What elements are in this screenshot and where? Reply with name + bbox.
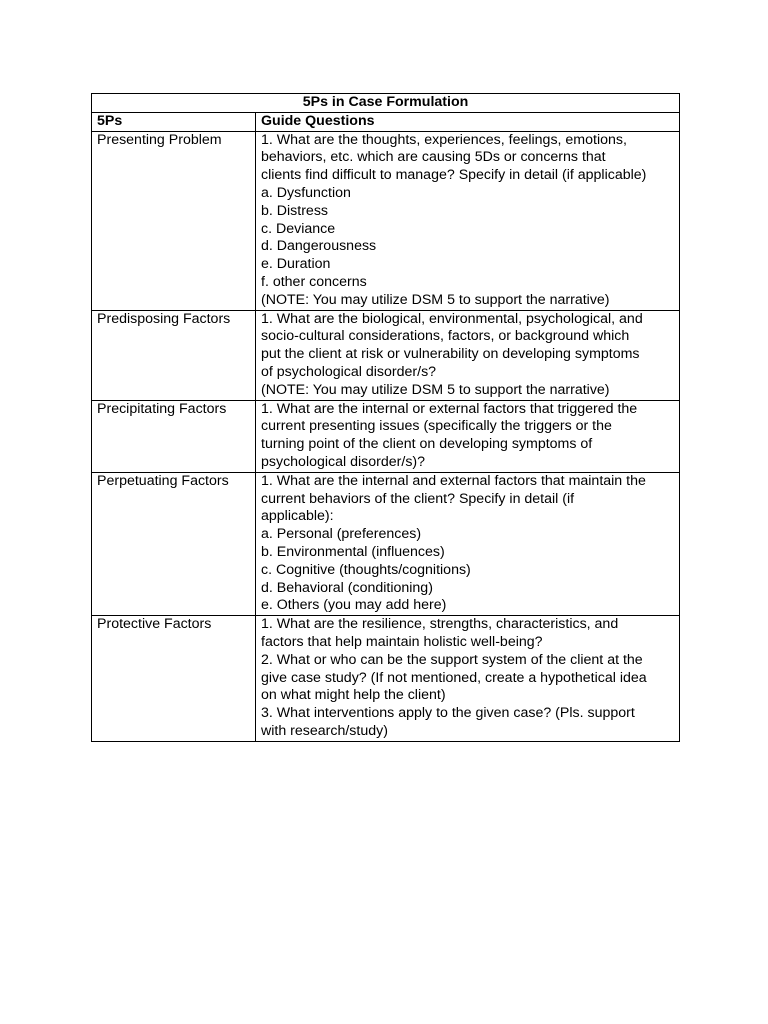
guide-questions-cell — [256, 400, 680, 472]
table-row — [92, 400, 680, 472]
guide-question-line: psychological disorder/s)? — [261, 453, 426, 470]
guide-question-line: a. Personal (preferences) — [261, 526, 422, 543]
guide-question-line: turning point of the client on developing symptoms of — [261, 436, 593, 453]
guide-question-line: current presenting issues (specifically the triggers or the — [261, 418, 612, 435]
guide-question-line: f. other concerns — [261, 273, 367, 290]
guide-question-line: behaviors, etc. which are causing 5Ds or concerns that — [261, 149, 606, 166]
guide-questions-cell — [256, 472, 680, 615]
column-header-5ps: 5Ps — [92, 112, 256, 131]
guide-question-line: c. Cognitive (thoughts/cognitions) — [261, 561, 471, 578]
table-row — [92, 472, 680, 615]
guide-question-line: give case study? (If not mentioned, create a hypothetical idea — [261, 669, 647, 686]
table-header-row — [92, 112, 680, 131]
guide-question-line: d. Behavioral (conditioning) — [261, 579, 433, 596]
table-row — [92, 131, 680, 310]
guide-question-line: 2. What or who can be the support system of the client at the — [261, 651, 643, 668]
guide-question-line: with research/study) — [261, 722, 388, 739]
guide-question-line: current behaviors of the client? Specify in detail (if — [261, 490, 575, 507]
guide-questions-cell — [256, 131, 680, 310]
guide-question-line: 1. What are the resilience, strengths, characteristics, and — [261, 616, 619, 633]
factor-cell: Protective Factors — [92, 616, 256, 742]
table-title-row — [92, 94, 680, 113]
table-title: 5Ps in Case Formulation — [92, 94, 680, 113]
guide-questions-cell — [256, 310, 680, 400]
guide-question-line: b. Environmental (influences) — [261, 543, 445, 560]
factor-cell: Perpetuating Factors — [92, 472, 256, 615]
guide-questions-cell — [256, 616, 680, 742]
guide-question-line: 3. What interventions apply to the given case? (Pls. support — [261, 705, 635, 722]
guide-question-line: socio-cultural considerations, factors, or background which — [261, 328, 630, 345]
guide-question-line: (NOTE: You may utilize DSM 5 to support the narrative) — [261, 381, 610, 398]
table-row — [92, 616, 680, 742]
guide-question-line: (NOTE: You may utilize DSM 5 to support the narrative) — [261, 291, 610, 308]
guide-question-line: of psychological disorder/s? — [261, 363, 437, 380]
table-row — [92, 310, 680, 400]
column-header-guide-questions: Guide Questions — [256, 112, 680, 131]
guide-question-line: 1. What are the internal or external factors that triggered the — [261, 400, 638, 417]
table-body — [92, 131, 680, 741]
guide-question-line: clients find difficult to manage? Specify in detail (if applicable) — [261, 167, 647, 184]
factor-cell: Predisposing Factors — [92, 310, 256, 400]
guide-question-line: a. Dysfunction — [261, 184, 351, 201]
guide-question-line: e. Others (you may add here) — [261, 597, 447, 614]
guide-question-line: 1. What are the thoughts, experiences, feelings, emotions, — [261, 131, 627, 148]
guide-question-line: put the client at risk or vulnerability on developing symptoms — [261, 346, 640, 363]
factor-cell: Precipitating Factors — [92, 400, 256, 472]
case-formulation-table — [91, 93, 680, 742]
guide-question-line: 1. What are the internal and external factors that maintain the — [261, 472, 646, 489]
guide-question-line: 1. What are the biological, environmental, psychological, and — [261, 310, 643, 327]
guide-question-line: b. Distress — [261, 202, 329, 219]
guide-question-line: c. Deviance — [261, 220, 336, 237]
factor-cell: Presenting Problem — [92, 131, 256, 310]
guide-question-line: factors that help maintain holistic well-being? — [261, 633, 543, 650]
guide-question-line: e. Duration — [261, 256, 331, 273]
guide-question-line: d. Dangerousness — [261, 238, 377, 255]
guide-question-line: applicable): — [261, 508, 334, 525]
guide-question-line: on what might help the client) — [261, 687, 446, 704]
